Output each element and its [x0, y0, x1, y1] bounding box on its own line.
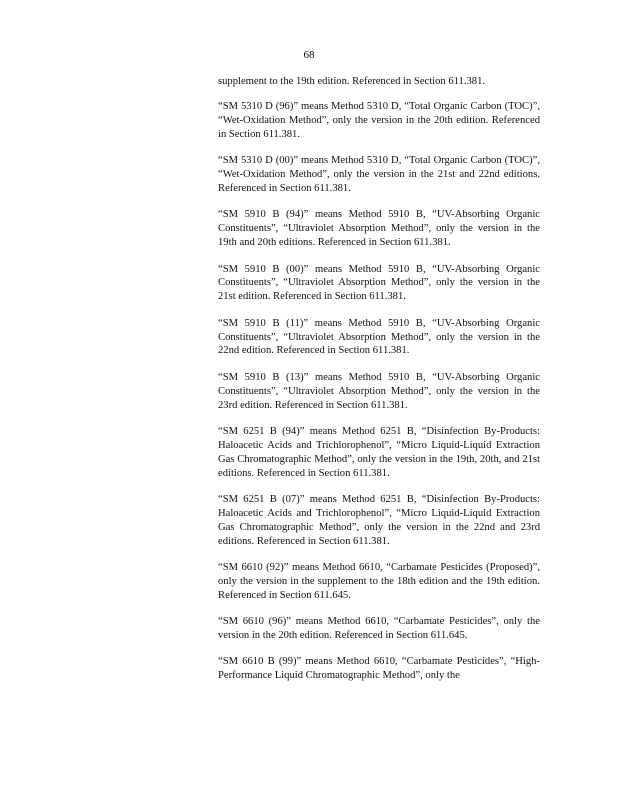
- paragraph: “SM 5910 B (13)” means Method 5910 B, “UV-Absorbing Organic Constituents”, “Ultraviolet Absorption Method”, only the version in the 23rd edition. Referenced in Section 611.381.: [218, 371, 540, 411]
- paragraph: “SM 5910 B (11)” means Method 5910 B, “UV-Absorbing Organic Constituents”, “Ultraviolet Absorption Method”, only the version in the 22nd edition. Referenced in Section 611.381.: [218, 317, 540, 357]
- paragraph: “SM 6610 B (99)” means Method 6610, “Carbamate Pesticides”, “High-Performance Liquid Chromatographic Method”, only the: [218, 656, 540, 682]
- document-body: [218, 75, 540, 695]
- paragraph: “SM 6251 B (07)” means Method 6251 B, “Disinfection By-Products: Haloacetic Acids and Trichlorophenol”, “Micro Liquid-Liquid Extraction Gas Chromatographic Method”, only the version in the 22nd and 23rd editions. Referenced in Section 611.381.: [218, 493, 540, 547]
- paragraph: “SM 5910 B (00)” means Method 5910 B, “UV-Absorbing Organic Constituents”, “Ultraviolet Absorption Method”, only the version in the 21st edition. Referenced in Section 611.381.: [218, 263, 540, 303]
- paragraph: supplement to the 19th edition. Referenced in Section 611.381.: [218, 76, 486, 87]
- paragraph: “SM 6610 (96)” means Method 6610, “Carbamate Pesticides”, only the version in the 20th edition. Referenced in Section 611.645.: [218, 616, 540, 641]
- paragraph: “SM 5910 B (94)” means Method 5910 B, “UV-Absorbing Organic Constituents”, “Ultraviolet Absorption Method”, only the version in the 19th and 20th editions. Referenced in Section 611.381.: [218, 209, 540, 249]
- paragraph: “SM 6251 B (94)” means Method 6251 B, “Disinfection By-Products: Haloacetic Acids and Trichlorophenol”, “Micro Liquid-Liquid Extraction Gas Chromatographic Method”, only the version in the 19th, 20th, and 21st editions. Referenced in Section 611.381.: [218, 425, 540, 479]
- paragraph: “SM 5310 D (96)” means Method 5310 D, “Total Organic Carbon (TOC)”, “Wet-Oxidation Method”, only the version in the 20th edition. Referenced in Section 611.381.: [218, 101, 540, 141]
- paragraph: “SM 6610 (92)” means Method 6610, “Carbamate Pesticides (Proposed)”, only the version in the supplement to the 18th edition and the 19th edition. Referenced in Section 611.645.: [218, 561, 540, 601]
- page-number: 68: [303, 49, 315, 61]
- paragraph: “SM 5310 D (00)” means Method 5310 D, “Total Organic Carbon (TOC)”, “Wet-Oxidation Method”, only the version in the 21st and 22nd editions. Referenced in Section 611.381.: [218, 155, 540, 195]
